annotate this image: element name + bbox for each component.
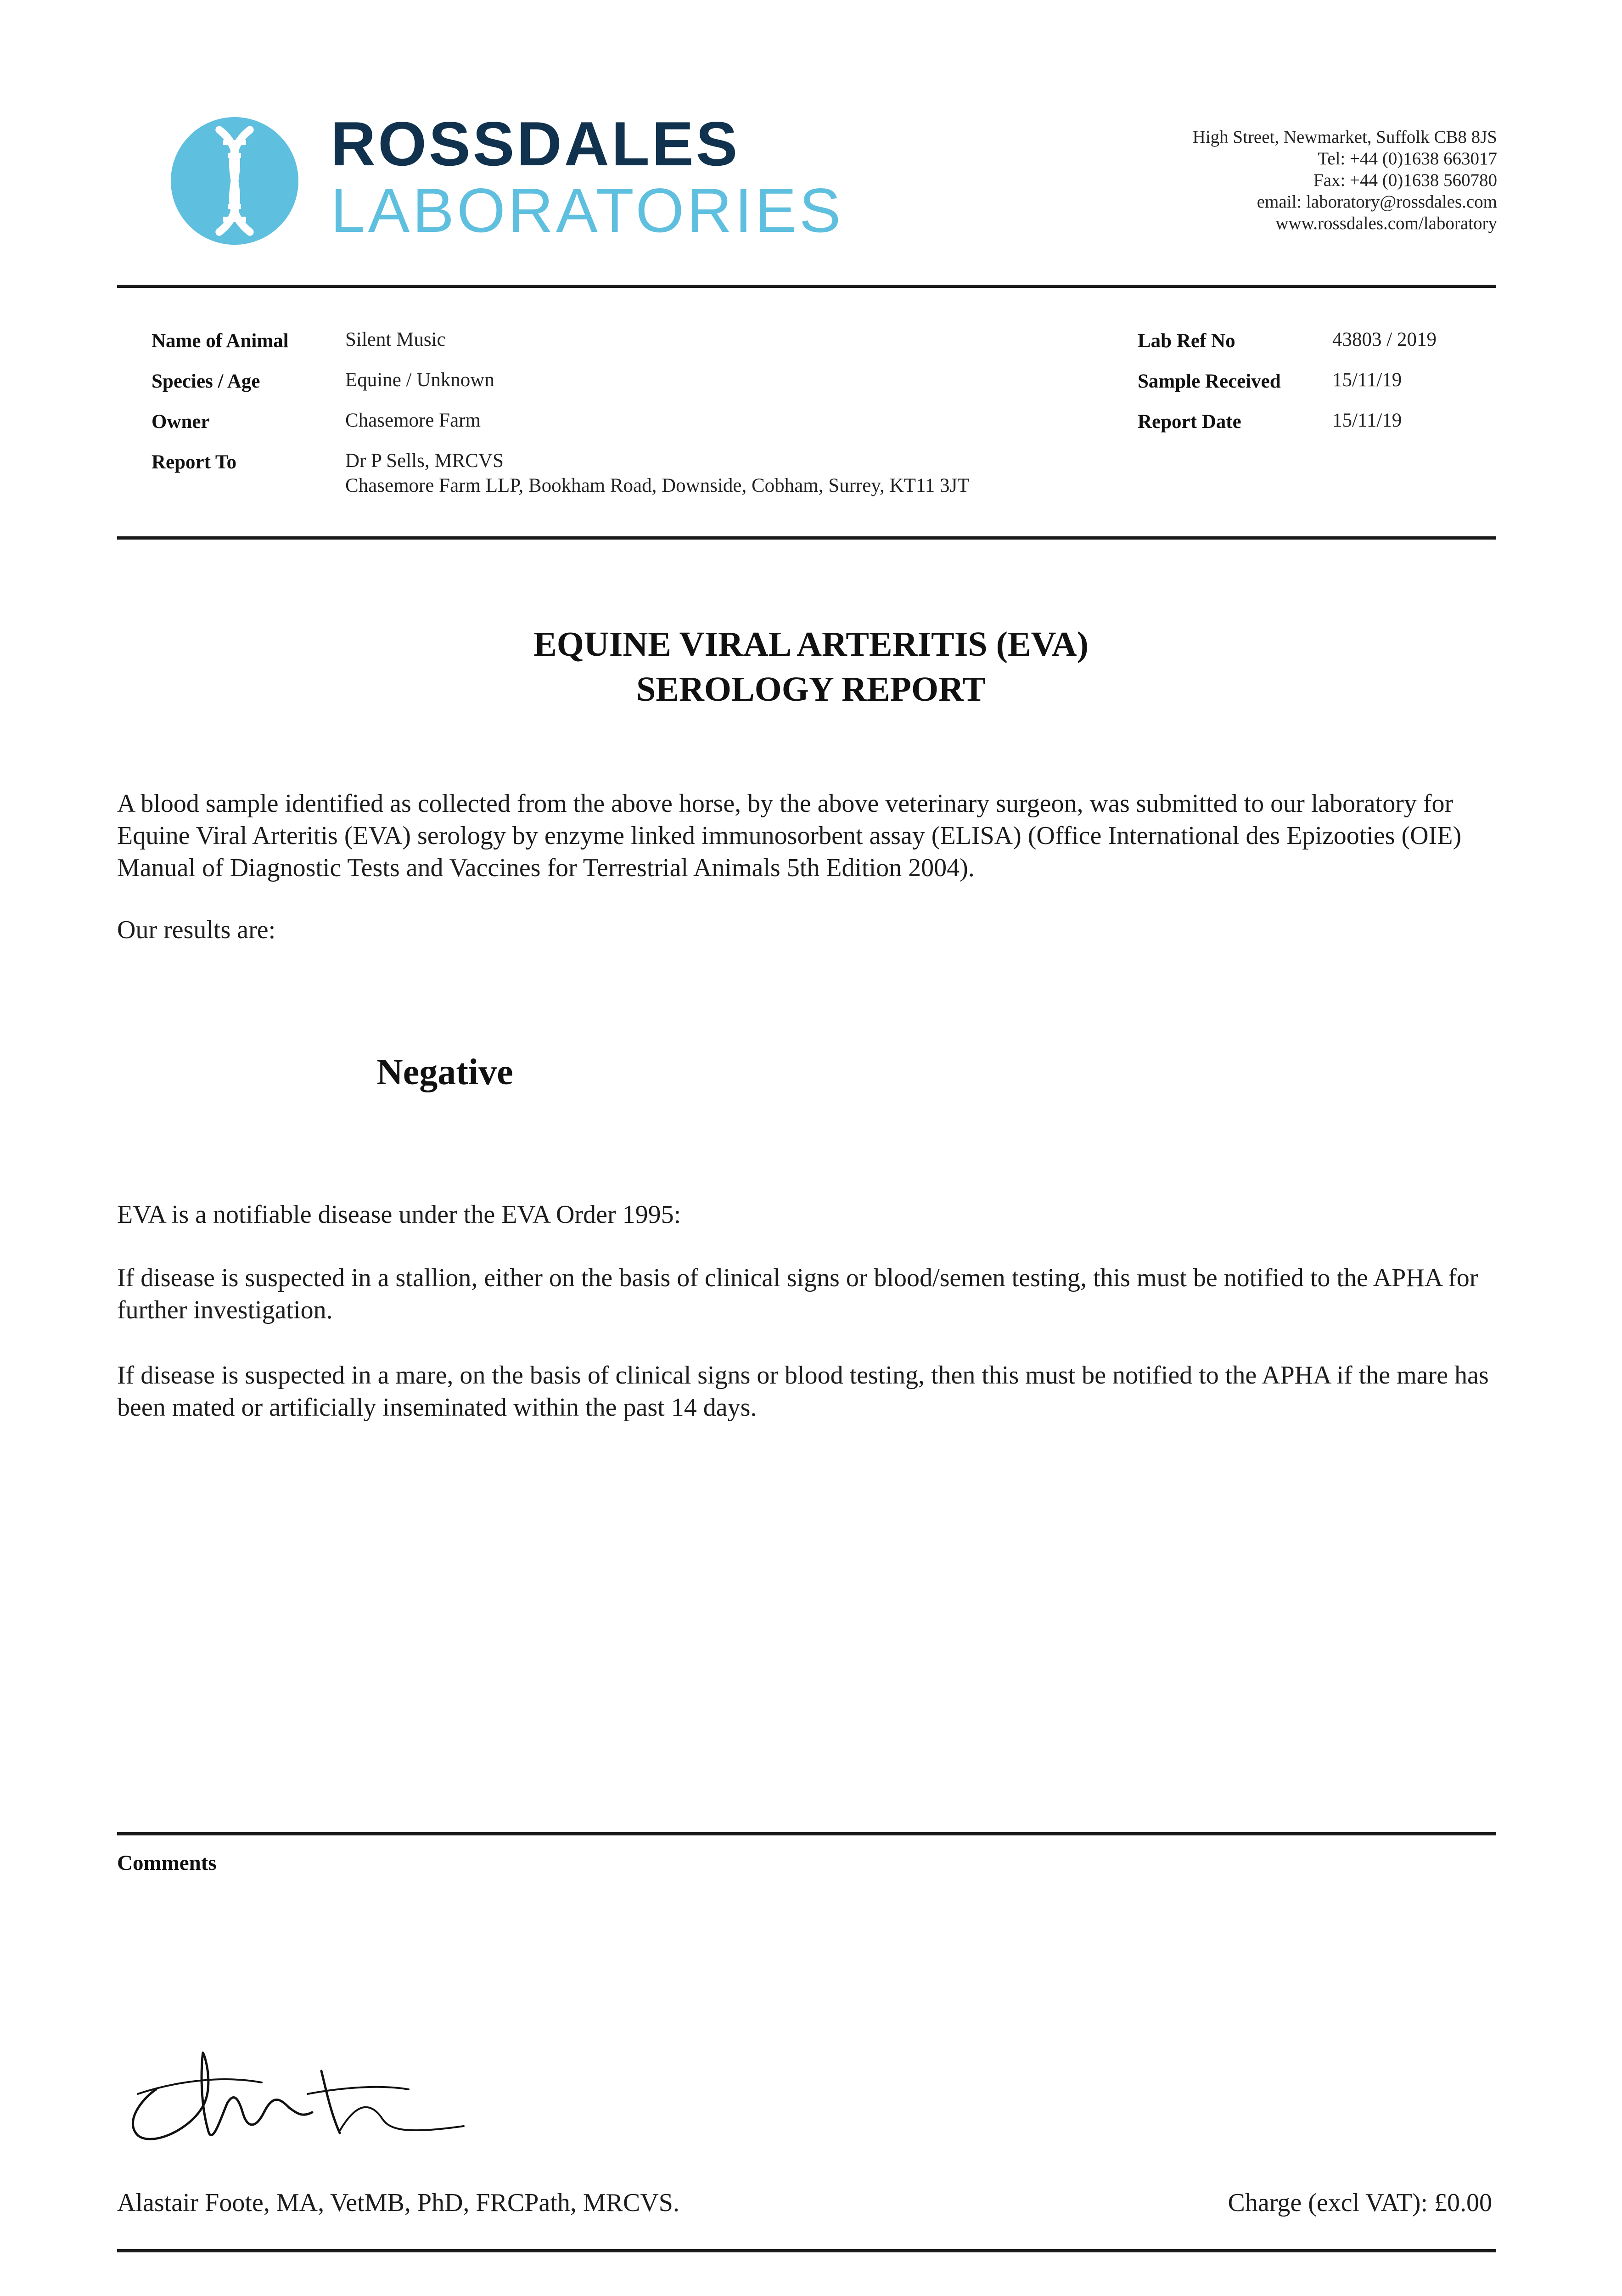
report-date-label: Report Date <box>1138 411 1241 433</box>
website: www.rossdales.com/laboratory <box>1275 214 1497 233</box>
report-title: EQUINE VIRAL ARTERITIS (EVA) <box>533 625 1089 664</box>
stallion-note: If disease is suspected in a stallion, either on the basis of clinical signs or blood/semen testing, this must be notified to the APHA for further investigation. <box>117 1264 1478 1324</box>
fax: Fax: +44 (0)1638 560780 <box>1313 170 1497 190</box>
brand-subname: LABORATORIES <box>331 175 844 245</box>
divider <box>117 2249 1496 2252</box>
notifiable-statement: EVA is a notifiable disease under the EVA Order 1995: <box>117 1200 681 1229</box>
address: High Street, Newmarket, Suffolk CB8 8JS <box>1192 127 1497 147</box>
report-to-label: Report To <box>152 451 237 473</box>
signatory: Alastair Foote, MA, VetMB, PhD, FRCPath, MRCVS. <box>117 2189 679 2217</box>
divider <box>117 536 1496 540</box>
lab-ref-label: Lab Ref No <box>1138 330 1235 352</box>
report-to-address: Chasemore Farm LLP, Bookham Road, Downside, Cobham, Surrey, KT11 3JT <box>345 475 970 496</box>
divider <box>117 1832 1496 1835</box>
report-to-name: Dr P Sells, MRCVS <box>345 450 504 472</box>
species-age-label: Species / Age <box>152 371 260 392</box>
dna-helix-icon <box>171 117 298 245</box>
comments-label: Comments <box>117 1851 217 1875</box>
divider <box>117 285 1496 288</box>
name-of-animal-label: Name of Animal <box>152 330 289 352</box>
sample-received-label: Sample Received <box>1138 371 1281 392</box>
lab-ref-value: 43803 / 2019 <box>1332 329 1437 350</box>
telephone: Tel: +44 (0)1638 663017 <box>1318 149 1497 169</box>
charge: Charge (excl VAT): £0.00 <box>1228 2189 1492 2217</box>
intro-paragraph: A blood sample identified as collected from the above horse, by the above veterinary surgeon, was submitted to our laboratory for Equine Viral Arteritis (EVA) serology by enzyme linked immunosorbent assay (ELISA) (Office International des Epizooties (OIE) Manual of Diagnostic Tests and Vaccines for Terrestrial Animals 5th Edition 2004). <box>117 789 1462 882</box>
owner-value: Chasemore Farm <box>345 410 481 431</box>
species-age-value: Equine / Unknown <box>345 369 494 391</box>
name-of-animal-value: Silent Music <box>345 329 446 350</box>
report-subtitle: SEROLOGY REPORT <box>636 670 986 709</box>
report-date-value: 15/11/19 <box>1332 410 1402 431</box>
sample-received-value: 15/11/19 <box>1332 369 1402 391</box>
mare-note: If disease is suspected in a mare, on the basis of clinical signs or blood testing, then this must be notified to the APHA if the mare has been mated or artificially inseminated within the past 14 days. <box>117 1361 1489 1422</box>
contact-block <box>1193 126 1497 234</box>
signature <box>124 2039 473 2158</box>
owner-label: Owner <box>152 411 210 433</box>
results-intro: Our results are: <box>117 916 276 944</box>
brand-name: ROSSDALES <box>331 109 740 179</box>
test-result: Negative <box>376 1052 513 1092</box>
email: email: laboratory@rossdales.com <box>1257 192 1497 212</box>
